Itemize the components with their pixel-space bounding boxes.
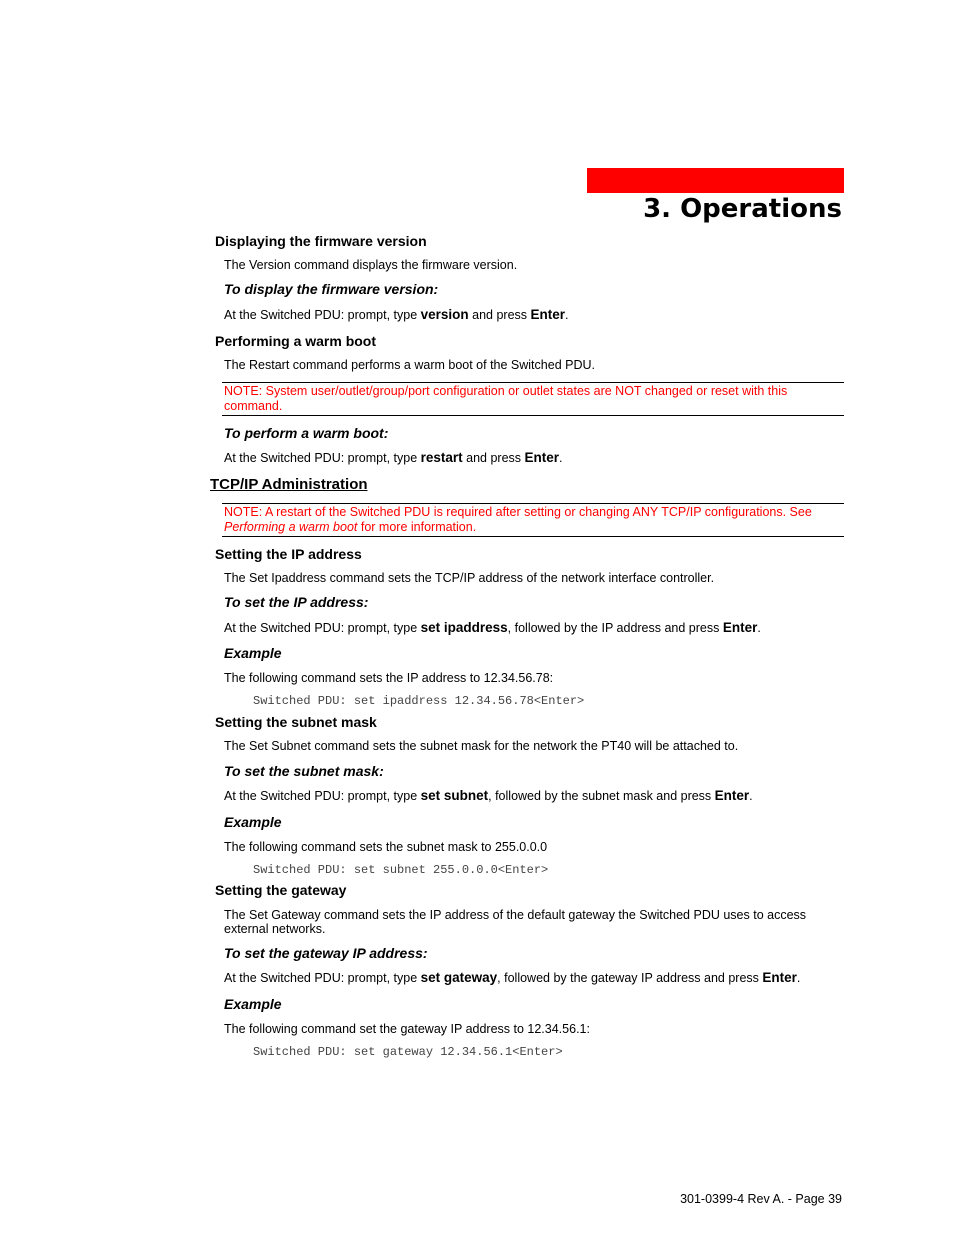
command-name: set ipaddress xyxy=(420,620,508,635)
step-text: and press xyxy=(462,451,525,465)
note-warm-boot xyxy=(222,382,844,416)
note-line: NOTE: A restart of the Switched PDU is required after setting or changing ANY TCP/IP configurations. See xyxy=(224,505,812,519)
example-code: Switched PDU: set subnet 255.0.0.0<Enter> xyxy=(253,863,549,877)
chapter-accent-bar xyxy=(587,168,844,193)
example-desc: The following command set the gateway IP address to 12.34.56.1: xyxy=(224,1022,590,1036)
heading-warm-boot: Performing a warm boot xyxy=(215,333,377,349)
procedure-subnet: To set the subnet mask: xyxy=(224,763,384,779)
note-text: for more information. xyxy=(357,520,477,534)
step-text: , followed by the subnet mask and press xyxy=(488,789,715,803)
ip-desc: The Set Ipaddress command sets the TCP/IP address of the network interface controller. xyxy=(224,571,715,585)
gateway-desc-line: The Set Gateway command sets the IP address of the default gateway the Switched PDU uses to access xyxy=(224,908,807,922)
warm-boot-desc: The Restart command performs a warm boot of the Switched PDU. xyxy=(224,358,595,372)
procedure-gateway: To set the gateway IP address: xyxy=(224,945,428,961)
ip-step xyxy=(224,620,761,636)
procedure-warm-boot: To perform a warm boot: xyxy=(224,425,389,441)
example-label: Example xyxy=(224,996,282,1012)
key-name: Enter xyxy=(524,450,560,465)
note-reference: Performing a warm boot xyxy=(224,520,358,534)
step-text: At the Switched PDU: prompt, type xyxy=(224,971,421,985)
step-text: , followed by the IP address and press xyxy=(507,621,723,635)
heading-tcpip: TCP/IP Administration xyxy=(210,476,368,493)
step-text: . xyxy=(749,789,753,803)
example-label: Example xyxy=(224,645,282,661)
step-text: At the Switched PDU: prompt, type xyxy=(224,621,421,635)
note-line xyxy=(224,520,844,535)
key-name: Enter xyxy=(722,620,758,635)
example-label: Example xyxy=(224,814,282,830)
heading-ip-address: Setting the IP address xyxy=(215,546,362,562)
page-footer: 301-0399-4 Rev A. - Page 39 xyxy=(680,1192,842,1206)
heading-firmware: Displaying the firmware version xyxy=(215,233,427,249)
key-name: Enter xyxy=(530,307,566,322)
note-line: NOTE: System user/outlet/group/port configuration or outlet states are NOT changed or reset with this xyxy=(224,384,788,398)
step-text: . xyxy=(559,451,563,465)
heading-subnet: Setting the subnet mask xyxy=(215,714,377,730)
key-name: Enter xyxy=(762,970,797,985)
example-desc: The following command sets the IP address to 12.34.56.78: xyxy=(224,671,554,685)
note-line: command. xyxy=(224,399,283,413)
step-text: . xyxy=(757,621,761,635)
subnet-desc: The Set Subnet command sets the subnet mask for the network the PT40 will be attached to. xyxy=(224,739,739,753)
step-text: At the Switched PDU: prompt, type xyxy=(224,789,421,803)
step-text: At the Switched PDU: prompt, type xyxy=(224,451,421,465)
command-name: set gateway xyxy=(420,970,498,985)
firmware-step xyxy=(224,307,569,323)
step-text: . xyxy=(565,308,569,322)
step-text: . xyxy=(796,971,801,985)
procedure-ip: To set the IP address: xyxy=(224,594,369,610)
procedure-firmware: To display the firmware version: xyxy=(224,281,439,297)
step-text: , followed by the gateway IP address and press xyxy=(497,971,763,985)
gateway-desc-line: external networks. xyxy=(224,922,326,936)
command-name: set subnet xyxy=(420,788,489,803)
subnet-step xyxy=(224,788,753,804)
command-name: version xyxy=(420,307,469,322)
note-tcpip xyxy=(222,503,844,537)
example-code: Switched PDU: set gateway 12.34.56.1<Enter> xyxy=(253,1045,563,1059)
example-code: Switched PDU: set ipaddress 12.34.56.78<Enter> xyxy=(253,694,585,708)
chapter-title: 3. Operations xyxy=(643,194,842,224)
step-text: and press xyxy=(468,308,531,322)
firmware-desc: The Version command displays the firmware version. xyxy=(224,258,518,272)
gateway-step xyxy=(224,970,800,986)
example-desc: The following command sets the subnet mask to 255.0.0.0 xyxy=(224,840,548,854)
command-name: restart xyxy=(420,450,463,465)
key-name: Enter xyxy=(714,788,750,803)
step-text: At the Switched PDU: prompt, type xyxy=(224,308,421,322)
warm-boot-step xyxy=(224,450,563,466)
heading-gateway: Setting the gateway xyxy=(215,882,347,898)
